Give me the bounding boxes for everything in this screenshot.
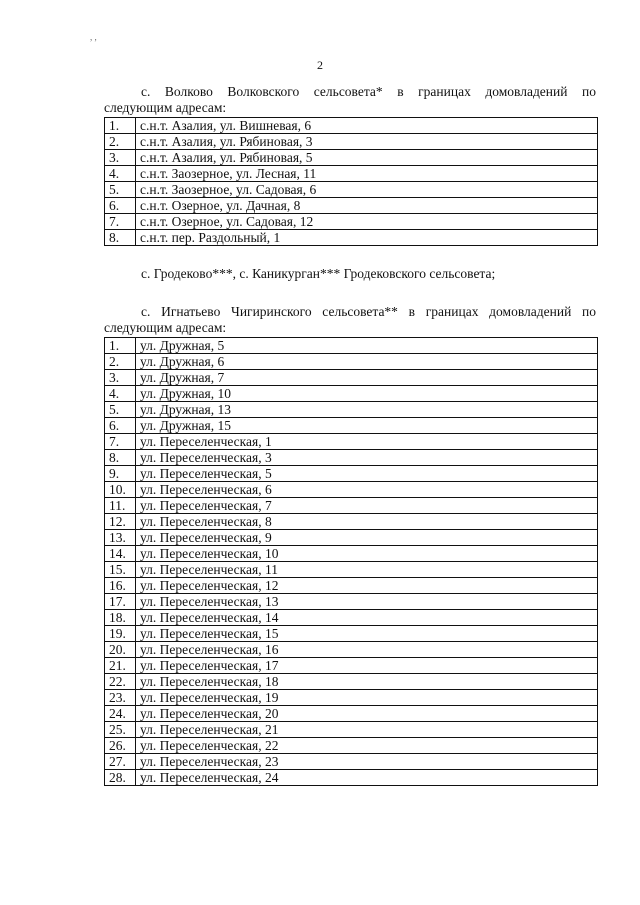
section1-intro-line2: следующим адресам:: [104, 100, 227, 115]
row-address: ул. Переселенческая, 5: [136, 466, 598, 482]
row-number: 4.: [105, 386, 136, 402]
section1-intro-line1: с. Волково Волковского сельсовета* в границах домовладений по: [141, 84, 596, 99]
table-row: [105, 738, 598, 754]
row-number: 5.: [105, 182, 136, 198]
table-row: [105, 354, 598, 370]
table-row: [105, 498, 598, 514]
row-address: ул. Переселенческая, 14: [136, 610, 598, 626]
row-address: ул. Дружная, 13: [136, 402, 598, 418]
row-number: 8.: [105, 450, 136, 466]
section1-intro: [104, 84, 596, 116]
row-number: 7.: [105, 214, 136, 230]
row-address: ул. Переселенческая, 11: [136, 562, 598, 578]
row-address: с.н.т. Заозерное, ул. Лесная, 11: [136, 166, 598, 182]
table-row: [105, 514, 598, 530]
row-address: ул. Переселенческая, 22: [136, 738, 598, 754]
row-address: ул. Переселенческая, 1: [136, 434, 598, 450]
row-number: 11.: [105, 498, 136, 514]
scan-marks: , ,: [90, 32, 97, 42]
row-number: 8.: [105, 230, 136, 246]
row-number: 6.: [105, 198, 136, 214]
row-address: ул. Дружная, 10: [136, 386, 598, 402]
row-number: 2.: [105, 354, 136, 370]
row-address: ул. Переселенческая, 10: [136, 546, 598, 562]
table-row: [105, 118, 598, 134]
table-row: [105, 370, 598, 386]
row-address: с.н.т. Азалия, ул. Рябиновая, 5: [136, 150, 598, 166]
table-row: [105, 642, 598, 658]
row-address: ул. Переселенческая, 7: [136, 498, 598, 514]
table-row: [105, 338, 598, 354]
table-row: [105, 690, 598, 706]
row-number: 26.: [105, 738, 136, 754]
row-number: 24.: [105, 706, 136, 722]
row-address: ул. Дружная, 7: [136, 370, 598, 386]
section2-text: [104, 266, 596, 282]
row-number: 7.: [105, 434, 136, 450]
table-row: [105, 418, 598, 434]
row-address: ул. Дружная, 6: [136, 354, 598, 370]
row-number: 6.: [105, 418, 136, 434]
row-address: ул. Переселенческая, 20: [136, 706, 598, 722]
volkovo-address-table: [104, 117, 598, 246]
table-row: [105, 166, 598, 182]
row-address: ул. Переселенческая, 24: [136, 770, 598, 786]
table-row: [105, 706, 598, 722]
row-address: с.н.т. Озерное, ул. Дачная, 8: [136, 198, 598, 214]
row-number: 25.: [105, 722, 136, 738]
row-number: 4.: [105, 166, 136, 182]
table-row: [105, 610, 598, 626]
row-address: ул. Переселенческая, 9: [136, 530, 598, 546]
row-address: ул. Переселенческая, 8: [136, 514, 598, 530]
row-number: 15.: [105, 562, 136, 578]
table-row: [105, 562, 598, 578]
table-row: [105, 546, 598, 562]
row-number: 23.: [105, 690, 136, 706]
row-address: ул. Переселенческая, 16: [136, 642, 598, 658]
ignatevo-address-rows: [105, 338, 598, 786]
grodekovo-line: с. Гродеково***, с. Каникурган*** Гродековского сельсовета;: [141, 266, 496, 281]
row-address: ул. Переселенческая, 15: [136, 626, 598, 642]
row-address: ул. Переселенческая, 12: [136, 578, 598, 594]
table-row: [105, 434, 598, 450]
table-row: [105, 402, 598, 418]
table-row: [105, 754, 598, 770]
page-number: 2: [317, 58, 323, 72]
row-number: 2.: [105, 134, 136, 150]
row-address: с.н.т. Заозерное, ул. Садовая, 6: [136, 182, 598, 198]
row-address: с.н.т. пер. Раздольный, 1: [136, 230, 598, 246]
table-row: [105, 674, 598, 690]
table-row: [105, 386, 598, 402]
row-number: 21.: [105, 658, 136, 674]
row-number: 1.: [105, 118, 136, 134]
row-number: 10.: [105, 482, 136, 498]
row-number: 9.: [105, 466, 136, 482]
row-address: ул. Переселенческая, 18: [136, 674, 598, 690]
table-row: [105, 770, 598, 786]
row-address: ул. Переселенческая, 21: [136, 722, 598, 738]
table-row: [105, 658, 598, 674]
row-number: 28.: [105, 770, 136, 786]
row-number: 14.: [105, 546, 136, 562]
row-address: ул. Переселенческая, 17: [136, 658, 598, 674]
row-number: 1.: [105, 338, 136, 354]
table-row: [105, 530, 598, 546]
row-address: ул. Дружная, 5: [136, 338, 598, 354]
table-row: [105, 578, 598, 594]
row-address: ул. Переселенческая, 3: [136, 450, 598, 466]
table-row: [105, 722, 598, 738]
ignatevo-address-table: [104, 337, 598, 786]
row-address: с.н.т. Озерное, ул. Садовая, 12: [136, 214, 598, 230]
row-number: 18.: [105, 610, 136, 626]
table-row: [105, 150, 598, 166]
row-address: ул. Дружная, 15: [136, 418, 598, 434]
row-number: 17.: [105, 594, 136, 610]
table-row: [105, 594, 598, 610]
table-row: [105, 134, 598, 150]
row-address: ул. Переселенческая, 6: [136, 482, 598, 498]
table-row: [105, 230, 598, 246]
row-address: с.н.т. Азалия, ул. Вишневая, 6: [136, 118, 598, 134]
row-address: ул. Переселенческая, 13: [136, 594, 598, 610]
table-row: [105, 182, 598, 198]
row-number: 3.: [105, 370, 136, 386]
section3-intro-line1: с. Игнатьево Чигиринского сельсовета** в границах домовладений по: [141, 304, 596, 319]
row-number: 16.: [105, 578, 136, 594]
row-address: ул. Переселенческая, 23: [136, 754, 598, 770]
table-row: [105, 214, 598, 230]
row-address: ул. Переселенческая, 19: [136, 690, 598, 706]
row-number: 20.: [105, 642, 136, 658]
row-address: с.н.т. Азалия, ул. Рябиновая, 3: [136, 134, 598, 150]
section3-intro-line2: следующим адресам:: [104, 320, 227, 335]
row-number: 3.: [105, 150, 136, 166]
table-row: [105, 482, 598, 498]
row-number: 5.: [105, 402, 136, 418]
table-row: [105, 466, 598, 482]
row-number: 22.: [105, 674, 136, 690]
section3-intro: [104, 304, 596, 336]
table-row: [105, 198, 598, 214]
volkovo-address-rows: [105, 118, 598, 246]
table-row: [105, 626, 598, 642]
row-number: 27.: [105, 754, 136, 770]
row-number: 19.: [105, 626, 136, 642]
row-number: 12.: [105, 514, 136, 530]
table-row: [105, 450, 598, 466]
row-number: 13.: [105, 530, 136, 546]
